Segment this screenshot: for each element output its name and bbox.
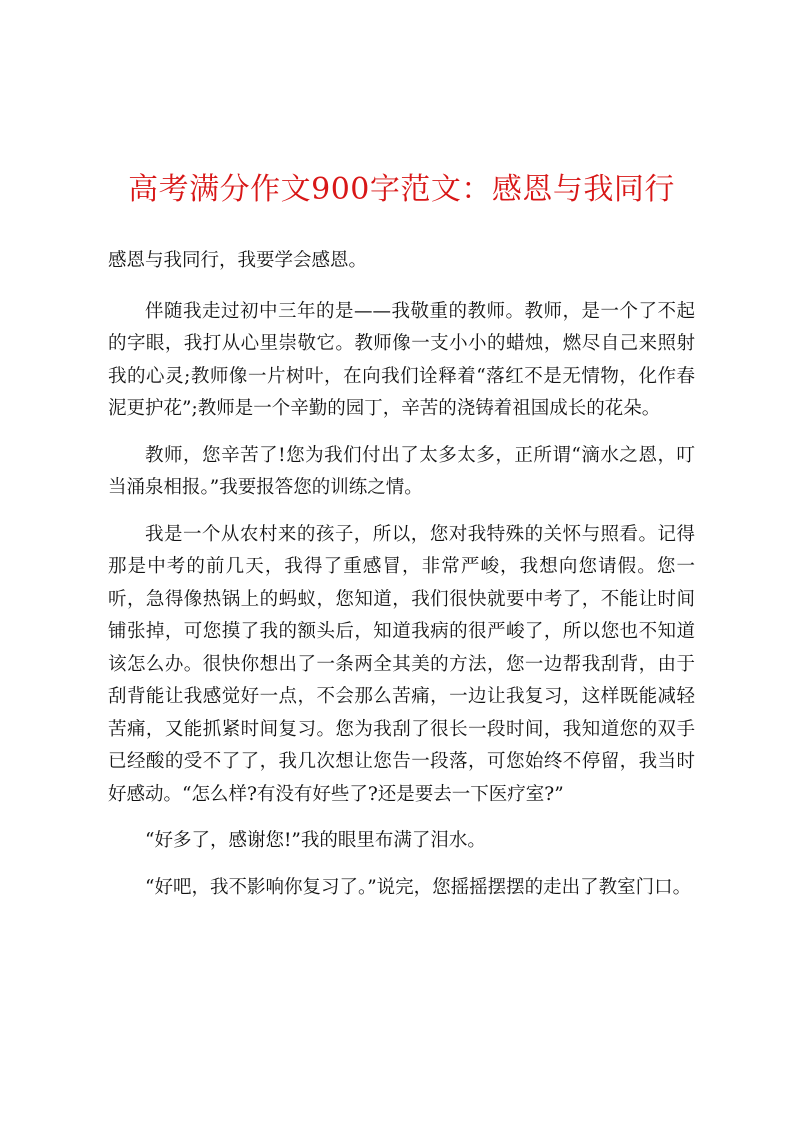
paragraph-1: 感恩与我同行，我要学会感恩。 bbox=[108, 250, 368, 271]
paragraph-4: 我是一个从农村来的孩子，所以，您对我特殊的关怀与照看。记得那是中考的前几天，我得了重感冒，非常严峻，我想向您请假。您一听，急得像热锅上的蚂蚁，您知道，我们很快就要中考了，不能让时间铺张掉，可您摸了我的额头后，知道我病的很严峻了，所以您也不知道该怎么办。很快你想出了一条两全其美的方法，您一边帮我刮背，由于刮背能让我感觉好一点，不会那么苦痛，一边让我复习，这样既能减轻苦痛，又能抓紧时间复习。您为我刮了很长一段时间，我知道您的双手已经酸的受不了了，我几次想让您告一段落，可您始终不停留，我当时好感动。“怎么样?有没有好些了?还是要去一下医疗室?” bbox=[108, 523, 695, 805]
paragraph-2: 伴随我走过初中三年的是——我敬重的教师。教师，是一个了不起的字眼，我打从心里崇敬它。教师像一支小小的蜡烛，燃尽自己来照射我的心灵;教师像一片树叶，在向我们诠释着“落红不是无情物，化作春泥更护花”;教师是一个辛勤的园丁，辛苦的浇铸着祖国成长的花朵。 bbox=[108, 300, 695, 419]
document-title: 高考满分作文900字范文：感恩与我同行 bbox=[128, 172, 675, 207]
paragraph-5: “好多了，感谢您!”我的眼里布满了泪水。 bbox=[145, 830, 486, 851]
document-body bbox=[108, 245, 695, 904]
paragraph-6: “好吧，我不影响你复习了。”说完，您摇摇摆摆的走出了教室门口。 bbox=[145, 876, 692, 898]
paragraph-3: 教师，您辛苦了!您为我们付出了太多太多，正所谓“滴水之恩，叮当涌泉相报。”我要报答您的训练之情。 bbox=[108, 444, 695, 498]
